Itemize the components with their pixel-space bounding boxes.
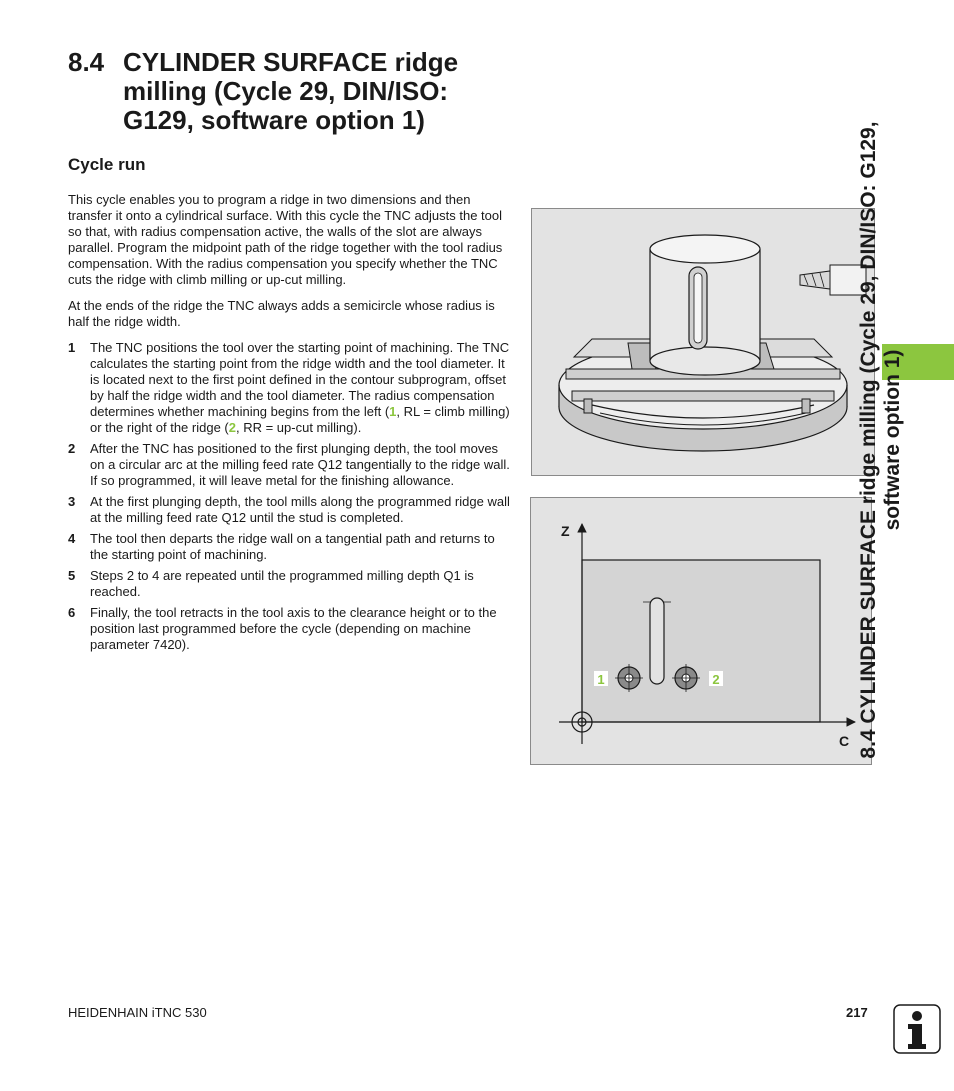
axis-z-label: Z	[561, 523, 570, 539]
step-item	[68, 605, 510, 653]
step-item	[68, 531, 510, 563]
side-running-heading	[857, 50, 917, 830]
step-text: Steps 2 to 4 are repeated until the programmed milling depth Q1 is reached.	[90, 568, 474, 599]
cylinder-illustration	[532, 209, 874, 475]
cycle-steps-list	[68, 340, 510, 653]
step-text: Finally, the tool retracts in the tool axis to the clearance height or to the position last programmed before the cycle (depending on machine parameter 7420).	[90, 605, 497, 652]
info-icon	[893, 1004, 941, 1054]
step-item: 1 The TNC positions the tool over the starting point of machining. The TNC calculates the starting point from the ridge width and the tool diameter. It is located next to the first point defined in the contour subprogram, offset by half the ridge width and the tool diameter. The radius compensation determines whether machining begins from the left (1, RL = climb milling) or the right of the ridge (2, RR = up-cut milling).	[68, 340, 510, 435]
step-item	[68, 441, 510, 489]
ridge-contour-diagram	[531, 498, 871, 764]
page-number: 217	[846, 1005, 868, 1020]
section-title-text: CYLINDER SURFACE ridge milling (Cycle 29, DIN/ISO: G129, software option 1)	[123, 47, 459, 135]
footer-manual-name: HEIDENHAIN iTNC 530	[68, 1005, 207, 1020]
intro-paragraph: This cycle enables you to program a ridge in two dimensions and then transfer it onto a cylindrical surface. With this cycle the TNC adjusts the tool so that, with radius compensation active, the walls of the slot are always parallel. Program the midpoint path of the ridge together with the tool radius compensation. With the radius compensation you specify whether the TNC cuts the ridge with climb milling or up-cut milling.	[68, 192, 503, 287]
axis-c-label: C	[839, 733, 850, 749]
step-number: 4	[68, 531, 76, 546]
ref-marker-2: 2	[228, 420, 236, 435]
step-number: 6	[68, 605, 76, 620]
step-text: At the first plunging depth, the tool mills along the programmed ridge wall at the milling feed rate Q12 until the stud is completed.	[90, 494, 510, 525]
ridge-contour-figure	[530, 497, 872, 765]
semicircle-paragraph: At the ends of the ridge the TNC always adds a semicircle whose radius is half the ridge width.	[68, 298, 495, 329]
step-item	[68, 568, 510, 600]
step-item	[68, 494, 510, 526]
subsection-title: Cycle run	[68, 155, 146, 174]
step-number: 5	[68, 568, 76, 583]
ref-marker-1: 1	[389, 404, 397, 419]
side-heading-line-2: software option 1)	[881, 349, 904, 531]
body-text	[68, 192, 510, 658]
step-text: The tool then departs the ridge wall on a tangential path and returns to the starting point of machining.	[90, 531, 495, 562]
step-number: 3	[68, 494, 76, 509]
marker-1-label: 1	[597, 672, 605, 687]
marker-2-label: 2	[712, 672, 720, 687]
section-number: 8.4	[68, 47, 105, 77]
step-number: 2	[68, 441, 76, 456]
step-text: After the TNC has positioned to the first plunging depth, the tool moves on a circular arc at the milling feed rate Q12 tangentially to the ridge wall. If so programmed, it will leave metal for the finishing allowance.	[90, 441, 510, 488]
side-heading-line-1: 8.4 CYLINDER SURFACE ridge milling (Cycle 29, DIN/ISO: G129,	[857, 121, 880, 759]
section-title	[68, 48, 508, 135]
step-number: 1	[68, 340, 76, 355]
cylinder-rotary-table-figure	[531, 208, 875, 476]
